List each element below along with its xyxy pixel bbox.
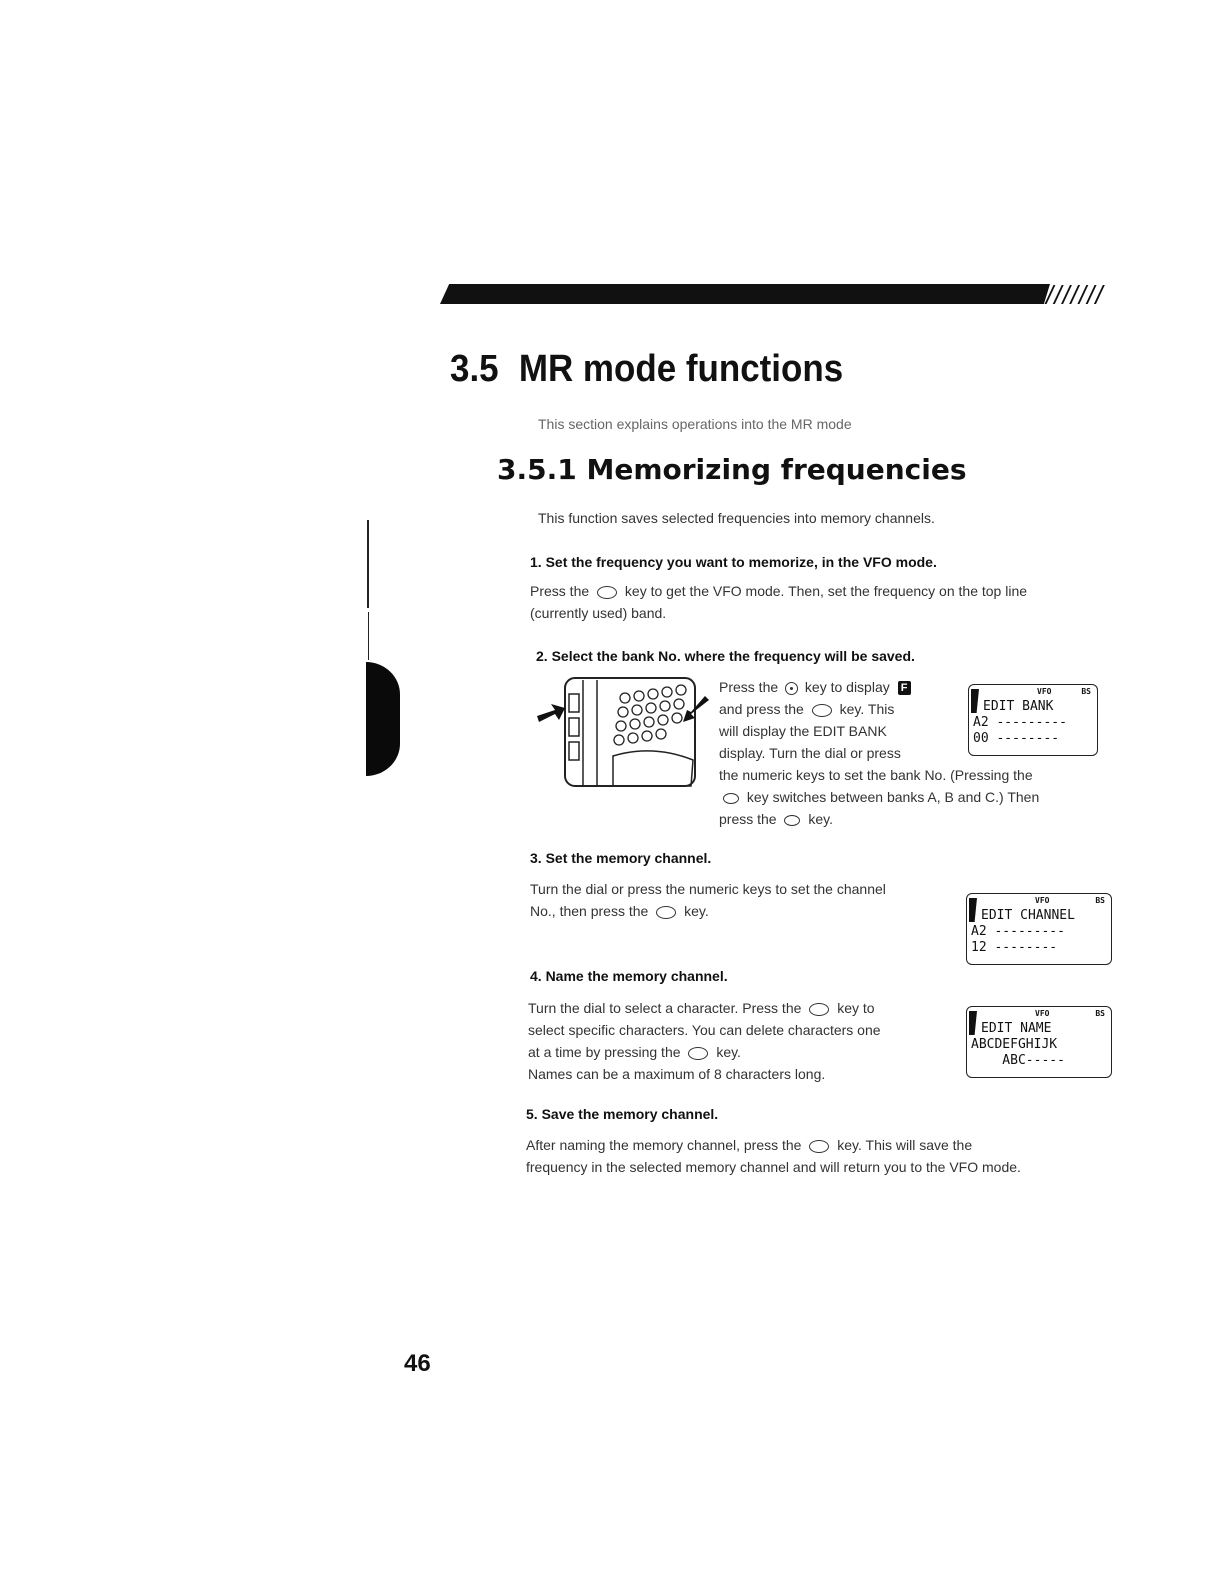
step-2-l7a: press the	[719, 811, 777, 827]
header-slashes: ///////	[1046, 280, 1104, 310]
step-4-l1a: Turn the dial to select a character. Press the	[528, 1000, 802, 1016]
ent-key-icon-2	[809, 1140, 829, 1153]
section-intro: This section explains operations into the MR mode	[538, 416, 852, 432]
lcd-edit-channel	[966, 893, 1112, 965]
step-2-l5: the numeric keys to set the bank No. (Pressing the	[719, 767, 1033, 783]
step-2-l4: display. Turn the dial or press	[719, 745, 901, 761]
lcd-2-title: EDIT CHANNEL	[981, 908, 1075, 923]
lcd-2-bs: BS	[1095, 896, 1105, 905]
step-5-l1b: key. This will save the	[837, 1137, 973, 1153]
step-2-heading: 2. Select the bank No. where the frequency will be saved.	[536, 648, 915, 664]
step-3-l2b: key.	[684, 903, 709, 919]
step-2-l6: key switches between banks A, B and C.) Then	[746, 789, 1040, 805]
step-5-heading: 5. Save the memory channel.	[526, 1106, 719, 1122]
lcd-1-vfo: VFO	[1037, 687, 1052, 696]
mr-key-icon	[812, 704, 832, 717]
lcd-3-vfo: VFO	[1035, 1009, 1050, 1018]
step-1-text	[530, 580, 1027, 624]
step-4-l3b: key.	[716, 1044, 741, 1060]
lcd-1-bs: BS	[1081, 687, 1091, 696]
page-number: 46	[404, 1350, 431, 1377]
step-1-text-a: Press the	[530, 583, 590, 599]
step-4-heading: 4. Name the memory channel.	[530, 968, 728, 984]
step-4-l3a: at a time by pressing the	[528, 1044, 681, 1060]
section-number: 3.5	[450, 348, 499, 390]
lcd-3-title: EDIT NAME	[981, 1021, 1052, 1036]
ent-key-icon	[656, 906, 676, 919]
thumb-tab	[366, 662, 400, 776]
delete-key-icon	[688, 1047, 708, 1060]
step-2-l2b: key. This	[839, 701, 895, 717]
enter-key-icon	[784, 815, 800, 826]
select-key-icon	[809, 1003, 829, 1016]
step-5-text	[526, 1134, 1021, 1178]
subsection-title: 3.5.1 Memorizing frequencies	[497, 453, 967, 486]
header-bar	[440, 284, 1050, 304]
step-1-text-b: key to get the VFO mode. Then, set the frequency on the top line	[624, 583, 1028, 599]
lcd-edit-name	[966, 1006, 1112, 1078]
vfo-key-icon	[597, 586, 617, 599]
lcd-2-line2: A2 ---------	[971, 924, 1065, 939]
lcd-edit-bank	[968, 684, 1098, 756]
margin-line-top	[367, 520, 369, 608]
lcd-1-title: EDIT BANK	[983, 699, 1054, 714]
step-4-text	[528, 997, 881, 1085]
section-title	[450, 348, 843, 391]
step-5-l1a: After naming the memory channel, press the	[526, 1137, 802, 1153]
lcd-1-line2: A2 ---------	[973, 715, 1067, 730]
lcd-3-line2: ABCDEFGHIJK	[971, 1037, 1058, 1052]
step-4-l2: select specific characters. You can delete characters one	[528, 1022, 881, 1038]
step-2-l3: will display the EDIT BANK	[719, 723, 887, 739]
lcd-2-vfo: VFO	[1035, 896, 1050, 905]
step-3-heading: 3. Set the memory channel.	[530, 850, 712, 866]
step-3-l2a: No., then press the	[530, 903, 649, 919]
step-2-l7b: key.	[808, 811, 834, 827]
margin-line-mid	[368, 612, 369, 660]
step-1-heading: 1. Set the frequency you want to memorize, in the VFO mode.	[530, 554, 937, 570]
subsection-intro: This function saves selected frequencies into memory channels.	[538, 510, 935, 526]
lcd-2-line3: 12 --------	[971, 940, 1058, 955]
dial-key-icon	[785, 682, 798, 695]
lcd-3-bs: BS	[1095, 1009, 1105, 1018]
step-3-l1: Turn the dial or press the numeric keys to set the channel	[530, 881, 886, 897]
radio-keypad-illustration	[533, 674, 711, 792]
step-4-l4: Names can be a maximum of 8 characters long.	[528, 1066, 826, 1082]
bank-key-icon	[723, 793, 739, 804]
step-2-l2a: and press the	[719, 701, 804, 717]
lcd-3-line3: ABC-----	[971, 1053, 1065, 1068]
step-2-l1b: key to display	[804, 679, 890, 695]
step-1-text-c: (currently used) band.	[530, 605, 667, 621]
step-5-l2: frequency in the selected memory channel and will return you to the VFO mode.	[526, 1159, 1021, 1175]
section-title-text: MR mode functions	[518, 348, 844, 390]
lcd-1-line3: 00 --------	[973, 731, 1060, 746]
step-2-l1a: Press the	[719, 679, 779, 695]
f-key-icon: F	[898, 681, 911, 695]
step-4-l1b: key to	[837, 1000, 875, 1016]
step-3-text	[530, 878, 886, 922]
